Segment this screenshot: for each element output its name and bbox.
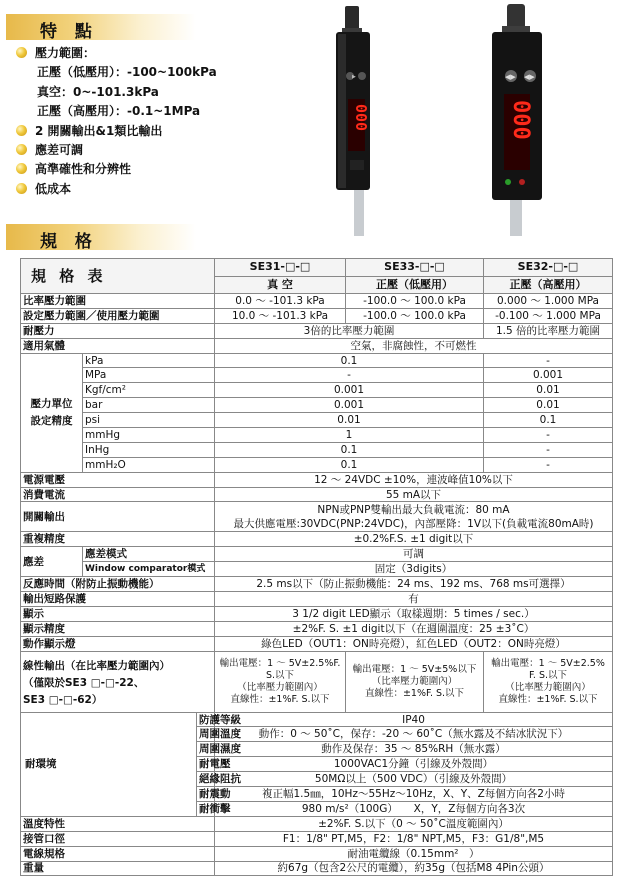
bullet-icon xyxy=(16,144,27,155)
analog-se32: 輸出電壓：1 ～ 5V±2.5% F. S.以下 （比率壓力範圍內） 直線性：±1%F. S.以下 xyxy=(484,651,613,712)
table-row: 電線規格 耐油電纜線（0.15mm² ） xyxy=(21,846,613,861)
model-se33: SE33-□-□ xyxy=(346,259,484,277)
sensor-left-display: 000 xyxy=(352,104,370,132)
table-row: 開關輸出 NPN或PNP雙輸出最大負載電流：80 mA 最大供應電壓:30VDC(PNP:24VDC)，內部壓降：1V以下(負載電流80mA時) xyxy=(21,502,613,532)
table-row: 周圍溫度 動作：0 ～ 50˚C，保存：-20 ～ 60˚C（無水露及不結冰狀況下） xyxy=(21,727,613,742)
table-row: 壓力單位 設定精度 kPa 0.1 - xyxy=(21,353,613,368)
spec-table xyxy=(20,258,613,876)
table-row: 耐衝擊 980 m/s²（100G） X，Y，Z每個方向各3次 xyxy=(21,801,613,816)
feature-item: 正壓（低壓用）：-100~100kPa xyxy=(37,65,217,80)
table-title: 規 格 表 xyxy=(21,259,215,294)
table-row: mmHg 1 - xyxy=(21,428,613,443)
bullet-icon xyxy=(16,47,27,58)
model-se31: SE31-□-□ xyxy=(215,259,346,277)
sensor-right-btn-a: ◀▶ xyxy=(505,73,516,81)
sensor-right-display: 000 xyxy=(508,100,533,140)
feature-item: 正壓（高壓用）：-0.1~1MPa xyxy=(37,104,201,119)
table-row: 消費電流 55 mA以下 xyxy=(21,487,613,502)
bullet-icon xyxy=(16,125,27,136)
type-se32: 正壓（高壓用） xyxy=(484,276,613,294)
analog-label: 線性輸出（在比率壓力範圍內） （僅限於SE3 □-□-22、 SE3 □-□-62） xyxy=(21,651,215,712)
features-header xyxy=(6,14,196,40)
feature-item: 2 開關輸出&1類比輸出 xyxy=(16,122,316,141)
table-row: 顯示精度 ±2%F. S. ±1 digit以下（在週圍溫度：25 ±3˚C） xyxy=(21,621,613,636)
bullet-icon xyxy=(16,163,27,174)
table-row: 絕緣阻抗 50MΩ以上（500 VDC）（引線及外殼間） xyxy=(21,772,613,787)
table-row xyxy=(21,651,613,712)
table-row: 耐環境 防護等級 IP40 xyxy=(21,712,613,727)
table-row: 耐電壓 1000VAC1分鐘（引線及外殼間） xyxy=(21,757,613,772)
sensor-left-illustration xyxy=(336,6,370,236)
sensor-right-illustration xyxy=(492,4,542,236)
sensor-left-btn: ▶ xyxy=(352,74,356,80)
table-row: 溫度特性 ±2%F. S.以下（0 ～ 50˚C溫度範圍內） xyxy=(21,816,613,831)
analog-se33: 輸出電壓：1 ～ 5V±5%以下 （比率壓力範圍內） 直線性：±1%F. S.以下 xyxy=(346,651,484,712)
specs-header xyxy=(6,224,196,250)
table-row: 電源電壓 12 ～ 24VDC ±10%，連波峰值10%以下 xyxy=(21,472,613,487)
features-header-text: 特 點 xyxy=(40,22,98,42)
table-row: 動作顯示燈 綠色LED（OUT1：ON時亮燈），紅色LED（OUT2：ON時亮燈） xyxy=(21,636,613,651)
table-row: 比率壓力範圍 0.0 ～ -101.3 kPa -100.0 ～ 100.0 kPa 0.000 ～ 1.000 MPa xyxy=(21,294,613,309)
feature-item: 高準確性和分辨性 xyxy=(16,160,316,179)
table-row: 適用氣體 空氣，非腐蝕性，不可燃性 xyxy=(21,338,613,353)
product-photo xyxy=(316,4,616,236)
type-se31: 真 空 xyxy=(215,276,346,294)
feature-item: 低成本 xyxy=(16,180,316,199)
feature-item: 壓力範圍： xyxy=(16,44,316,63)
table-row: mmH₂O 0.1 - xyxy=(21,457,613,472)
bullet-icon xyxy=(16,183,27,194)
table-row: Window comparator模式 固定（3digits） xyxy=(21,562,613,577)
table-row: 耐壓力 3倍的比率壓力範圍 1.5 倍的比率壓力範圍 xyxy=(21,323,613,338)
units-label: 壓力單位 設定精度 xyxy=(21,353,83,472)
env-label: 耐環境 xyxy=(21,712,197,816)
analog-se31: 輸出電壓：1 ～ 5V±2.5%F. S.以下 （比率壓力範圍內） 直線性：±1%F. S.以下 xyxy=(215,651,346,712)
table-row: 耐震動 複正幅1.5㎜，10Hz～55Hz～10Hz，X、Y、Z每個方向各2小時 xyxy=(21,787,613,802)
table-row: InHg 0.1 - xyxy=(21,442,613,457)
table-row: bar 0.001 0.01 xyxy=(21,398,613,413)
table-row: 反應時間（附防止振動機能） 2.5 ms以下（防止振動機能：24 ms、192 ms、768 ms可選擇） xyxy=(21,577,613,592)
sensor-right-btn-b: ◀▶ xyxy=(524,73,535,81)
table-row: Kgf/cm² 0.001 0.01 xyxy=(21,383,613,398)
table-row: 設定壓力範圍／使用壓力範圍 10.0 ～ -101.3 kPa -100.0 ～ 100.0 kPa -0.100 ～ 1.000 MPa xyxy=(21,308,613,323)
table-row: 周圍濕度 動作及保存：35 ～ 85%RH（無水露） xyxy=(21,742,613,757)
table-row: MPa - 0.001 xyxy=(21,368,613,383)
feature-item: 應差可調 xyxy=(16,141,316,160)
table-row: 顯示 3 1/2 digit LED顯示（取樣週期：5 times / sec.） xyxy=(21,606,613,621)
specs-header-text: 規 格 xyxy=(40,232,98,252)
table-row: 應差 應差模式 可調 xyxy=(21,547,613,562)
features-list xyxy=(16,44,316,199)
table-row: 重量 約67g（包含2公尺的電纜），約35g（包括M8 4Pin公頭） xyxy=(21,861,613,876)
table-row: 輸出短路保護 有 xyxy=(21,592,613,607)
table-header-row xyxy=(21,259,613,277)
table-row: 重複精度 ±0.2%F.S. ±1 digit以下 xyxy=(21,532,613,547)
feature-item: 真空：0~-101.3kPa xyxy=(37,84,159,99)
type-se33: 正壓（低壓用） xyxy=(346,276,484,294)
table-row: 接管口徑 F1：1/8" PT,M5，F2：1/8" NPT,M5，F3：G1/8",M5 xyxy=(21,831,613,846)
model-se32: SE32-□-□ xyxy=(484,259,613,277)
table-row: psi 0.01 0.1 xyxy=(21,413,613,428)
